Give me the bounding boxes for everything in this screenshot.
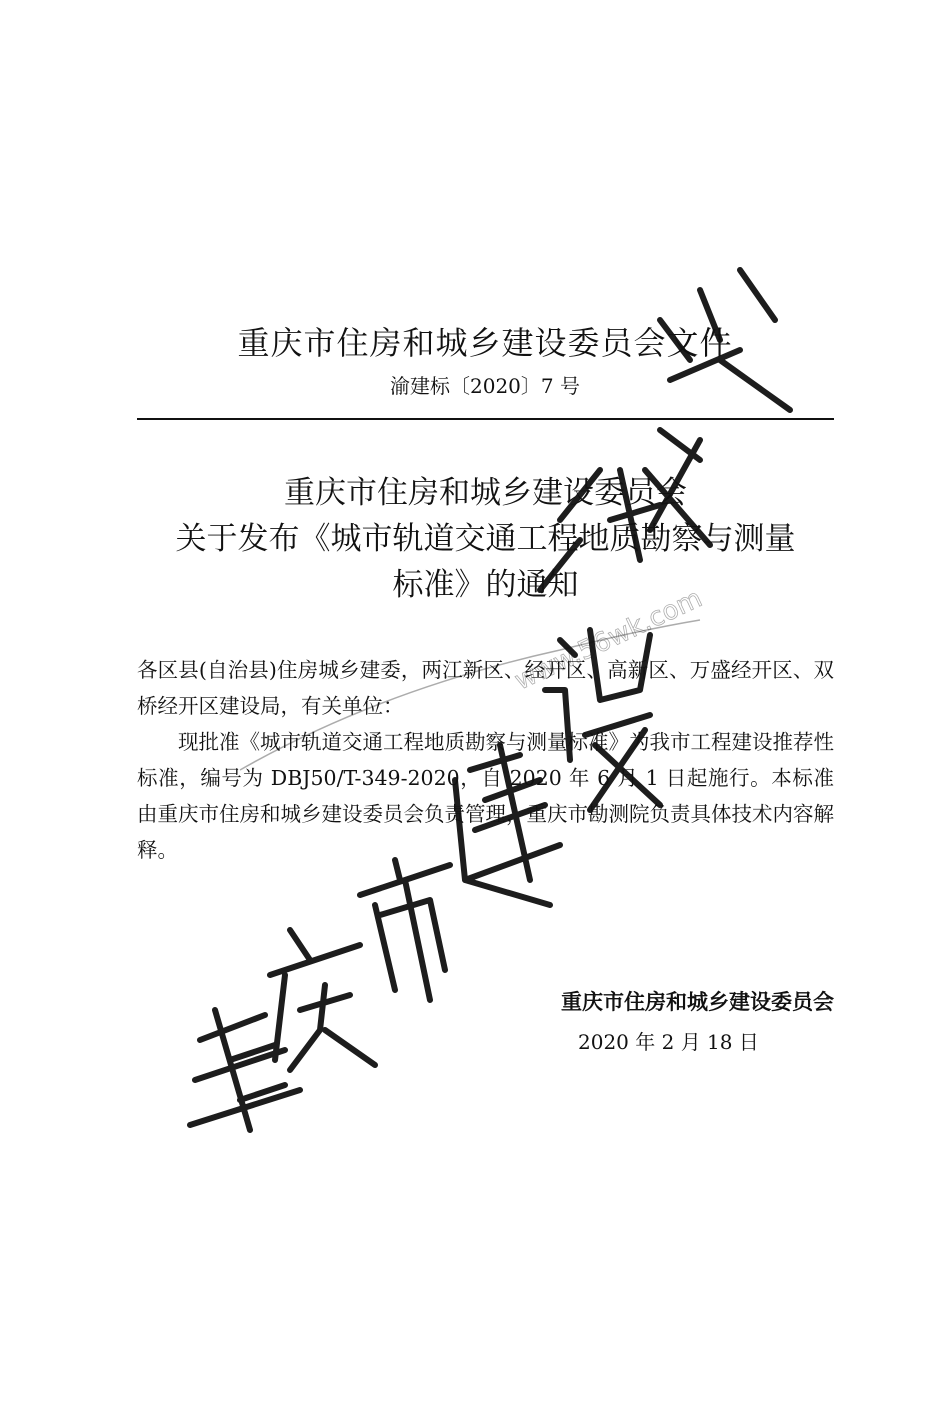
main-paragraph: 现批准《城市轨道交通工程地质勘察与测量标准》为我市工程建设推荐性标准，编号为 DBJ50/T-349-2020，自 2020 年 6 月 1 日起施行。本标准由重庆市住房和城乡建设委员会负责管理，重庆市勘测院负责具体技术内容解释。	[137, 730, 834, 862]
document-number: 渝建标〔2020〕7 号	[390, 374, 580, 398]
notice-title-line-3: 标准》的通知	[392, 567, 579, 603]
notice-title-line-1: 重庆市住房和城乡建设委员会	[284, 475, 687, 511]
notice-body	[137, 652, 834, 868]
watermark-site-text: www.56wk.com	[510, 583, 707, 697]
header-divider	[137, 418, 834, 420]
notice-title-line-2: 关于发布《城市轨道交通工程地质勘察与测量	[175, 521, 796, 557]
signature-organization: 重庆市住房和城乡建设委员会	[561, 990, 834, 1014]
document-header-title: 重庆市住房和城乡建设委员会文件	[237, 324, 733, 362]
recipients-paragraph: 各区县(自治县)住房城乡建委，两江新区、经开区、高新区、万盛经开区、双桥经开区建设局，有关单位：	[137, 658, 834, 718]
notice-title	[137, 470, 834, 608]
signature-date: 2020 年 2 月 18 日	[578, 1030, 759, 1054]
